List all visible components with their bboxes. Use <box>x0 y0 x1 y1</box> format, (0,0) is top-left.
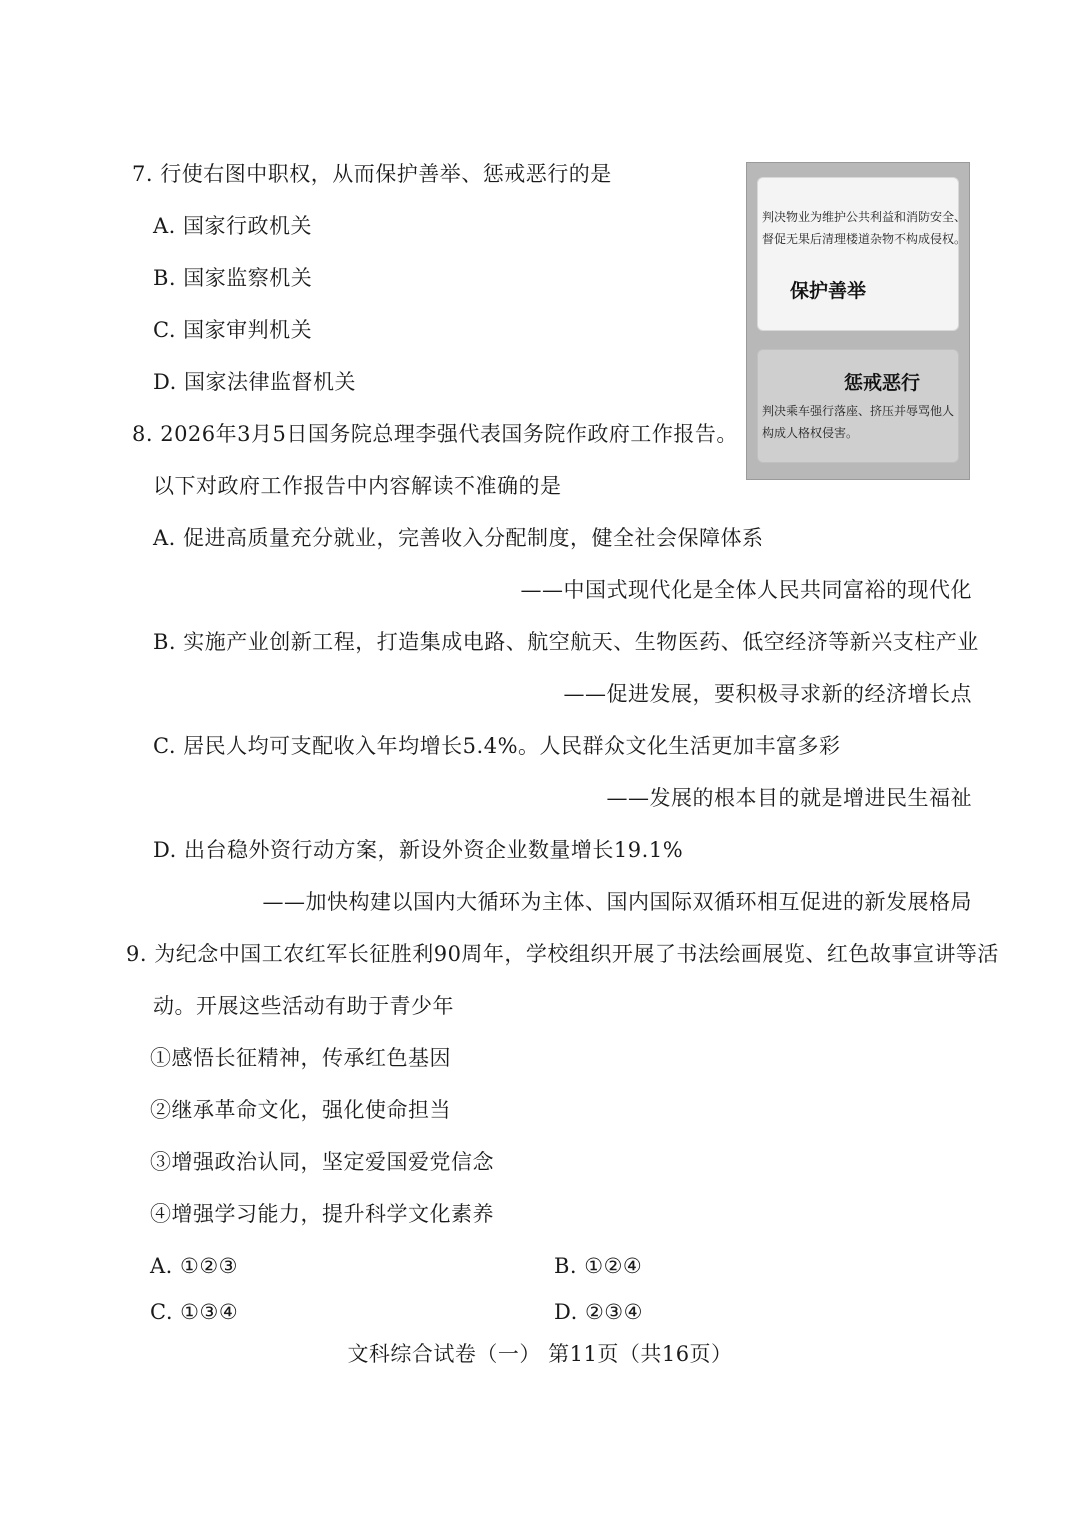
q8-option-c-note: ——发展的根本目的就是增进民生福祉 <box>606 786 972 810</box>
q8-option-a-note: ——中国式现代化是全体人民共同富裕的现代化 <box>520 578 972 602</box>
figure-top-card <box>757 177 967 331</box>
figure-top-title: 保护善举 <box>790 280 867 302</box>
figure-bottom-title: 惩戒恶行 <box>844 372 921 394</box>
q7-option-c: C. 国家审判机关 <box>153 318 313 342</box>
figure-top-line2: 督促无果后清理楼道杂物不构成侵权。 <box>762 232 967 246</box>
figure-top-line1: 判决物业为维护公共利益和消防安全、 <box>762 210 967 224</box>
figure-bottom-line2: 构成人格权侵害。 <box>762 426 859 440</box>
page-footer: 文科综合试卷（一） 第11页（共16页） <box>347 1342 733 1366</box>
q9-item-2: ②继承革命文化，强化使命担当 <box>150 1098 451 1122</box>
q9-option-d: D. ②③④ <box>554 1300 643 1324</box>
q9-stem-line1: 9. 为纪念中国工农红军长征胜利90周年，学校组织开展了书法绘画展览、红色故事宣讲等活 <box>126 942 999 966</box>
q9-stem-line2: 动。开展这些活动有助于青少年 <box>153 994 454 1018</box>
figure-bottom-line1: 判决乘车强行落座、挤压并辱骂他人 <box>762 404 955 418</box>
figure-bottom-card <box>757 349 959 463</box>
q9-option-c: C. ①③④ <box>150 1300 239 1324</box>
q8-option-a-text: A. 促进高质量充分就业，完善收入分配制度，健全社会保障体系 <box>153 526 764 550</box>
q8-option-c-text: C. 居民人均可支配收入年均增长5.4%。人民群众文化生活更加丰富多彩 <box>153 734 841 758</box>
q9-option-b: B. ①②④ <box>554 1254 643 1278</box>
court-figure <box>746 162 970 480</box>
q9-item-4: ④增强学习能力，提升科学文化素养 <box>150 1202 494 1226</box>
q8-stem-line2: 以下对政府工作报告中内容解读不准确的是 <box>153 474 562 498</box>
q8-option-d-text: D. 出台稳外资行动方案，新设外资企业数量增长19.1% <box>153 838 684 862</box>
q8-stem-line1: 8. 2026年3月5日国务院总理李强代表国务院作政府工作报告。 <box>132 422 738 446</box>
q8-option-b-text: B. 实施产业创新工程，打造集成电路、航空航天、生物医药、低空经济等新兴支柱产业 <box>153 630 979 654</box>
q7-stem: 7. 行使右图中职权，从而保护善举、惩戒恶行的是 <box>132 162 612 186</box>
q9-item-3: ③增强政治认同，坚定爱国爱党信念 <box>150 1150 494 1174</box>
q7-option-b: B. 国家监察机关 <box>153 266 313 290</box>
q7-option-a: A. 国家行政机关 <box>153 214 313 238</box>
q9-item-1: ①感悟长征精神，传承红色基因 <box>150 1046 451 1070</box>
q9-option-a: A. ①②③ <box>150 1254 238 1278</box>
q7-option-d: D. 国家法律监督机关 <box>153 370 356 394</box>
q8-option-b-note: ——促进发展，要积极寻求新的经济增长点 <box>563 682 972 706</box>
q8-option-d-note: ——加快构建以国内大循环为主体、国内国际双循环相互促进的新发展格局 <box>262 890 972 914</box>
